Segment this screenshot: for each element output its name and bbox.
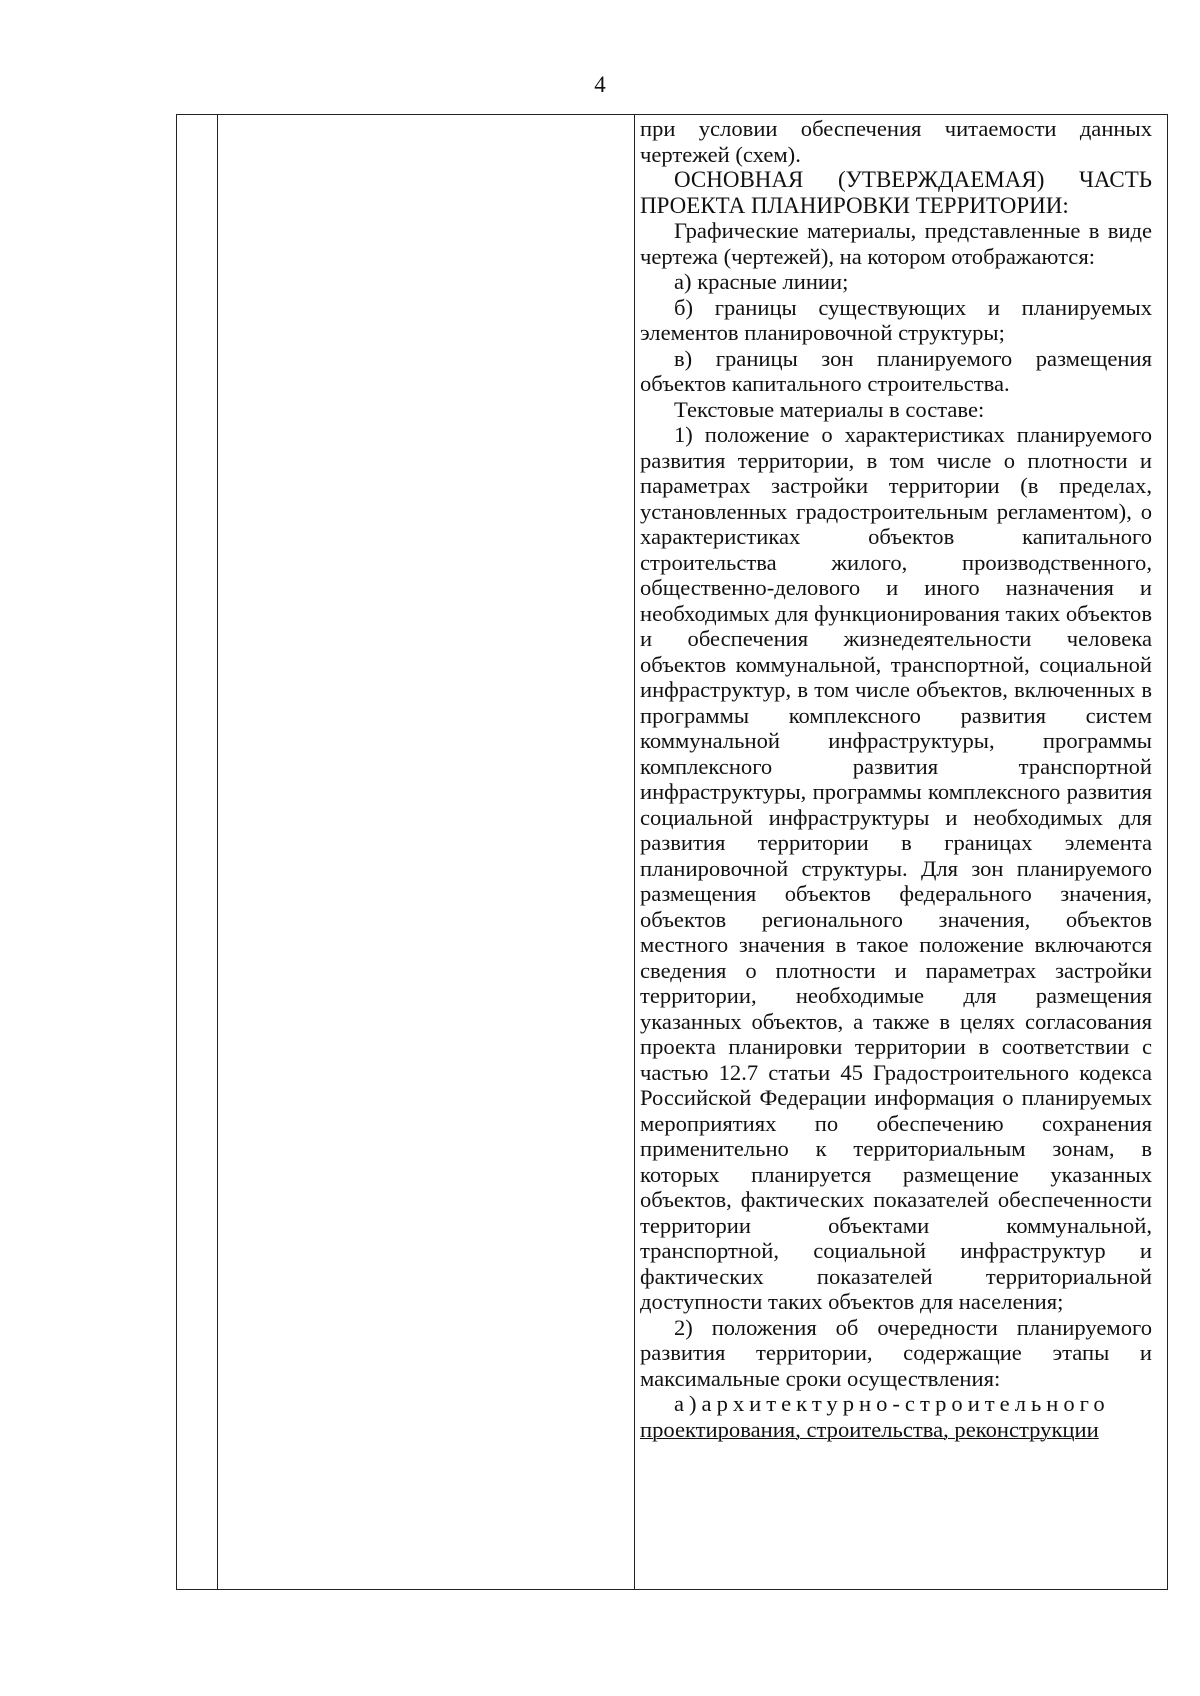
- list-item-2a: а)архитектурно-строительного: [674, 1391, 1110, 1416]
- column-divider-1: [217, 115, 218, 1589]
- column-divider-2: [634, 115, 635, 1589]
- page-number: 4: [594, 72, 606, 97]
- list-item-2a-continuation: проектирования, строительства, реконструкции: [640, 1416, 1099, 1442]
- paragraph-continuation: при условии обеспечения читаемости данных чертежей (схем).: [640, 116, 1152, 167]
- list-item-v: в) границы зон планируемого размещения объектов капитального строительства.: [640, 345, 1152, 396]
- list-item-2: 2) положения об очередности планируемого развития территории, содержащие этапы и максимальные сроки осуществления:: [640, 1314, 1152, 1391]
- section-heading: ОСНОВНАЯ (УТВЕРЖДАЕМАЯ) ЧАСТЬ ПРОЕКТА ПЛАНИРОВКИ ТЕРРИТОРИИ:: [640, 167, 1152, 218]
- list-item-1: 1) положение о характеристиках планируемого развития территории, в том числе о плотности и параметрах застройки территории (в пределах, установленных градостроительным регламентом), о характеристиках объектов капитального строительства жилого, производственного, общественно-делового и иного назначения и необходимых для функционирования таких объектов и обеспечения жизнедеятельности человека объектов коммунальной, транспортной, социальной инфраструктур, в том числе объектов, включенных в программы комплексного развития систем коммунальной инфраструктуры, программы комплексного развития транспортной инфраструктуры, программы комплексного развития социальной инфраструктуры и необходимых для развития территории в границах элемента планировочной структуры. Для зон планируемого размещения объектов федерального значения, объектов регионального значения, объектов местного значения в такое положение включаются сведения о плотности и параметрах застройки территории, необходимые для размещения указанных объектов, а также в целях согласования проекта планировки территории в соответствии с частью 12.7 статьи 45 Градостроительного кодекса Российской Федерации информация о планируемых мероприятиях по обеспечению сохранения применительно к территориальным зонам, в которых планируется размещение указанных объектов, фактических показателей обеспеченности территории объектами коммунальной, транспортной, социальной инфраструктур и фактических показателей территориальной доступности таких объектов для населения;: [640, 422, 1152, 1314]
- paragraph-graphics: Графические материалы, представленные в виде чертежа (чертежей), на котором отображаются:: [640, 218, 1152, 269]
- list-item-b: б) границы существующих и планируемых элементов планировочной структуры;: [640, 294, 1152, 345]
- content-cell: [640, 116, 1152, 1442]
- list-item-a: а) красные линии;: [674, 269, 849, 294]
- document-table: [176, 114, 1168, 1590]
- paragraph-text-materials: Текстовые материалы в составе:: [674, 396, 985, 422]
